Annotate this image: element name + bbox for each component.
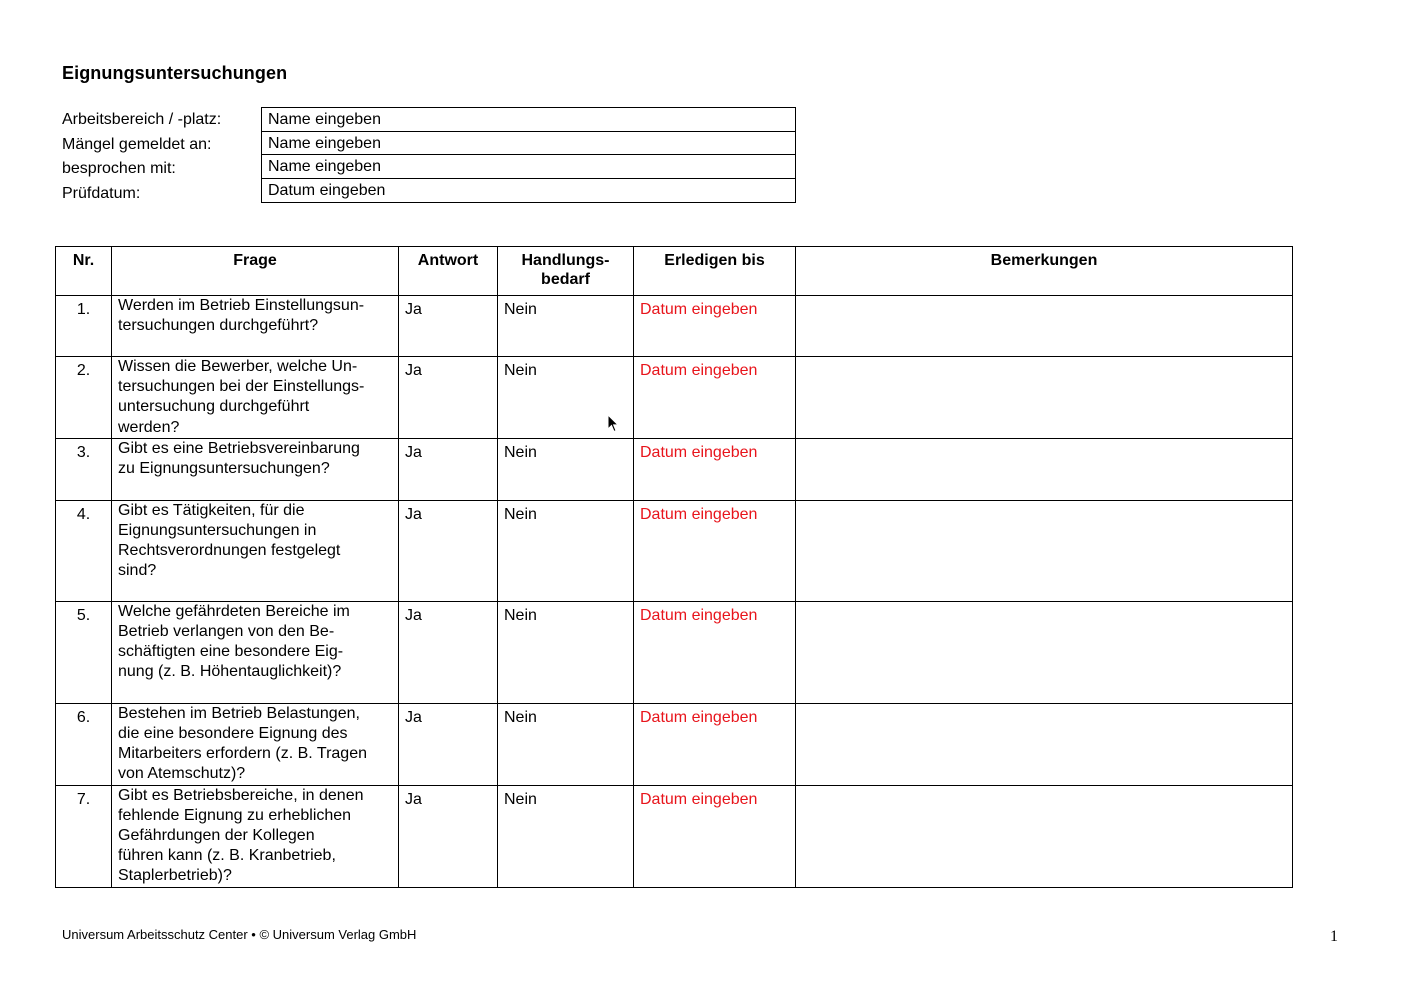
answer-ja-option[interactable]: Ja [399,296,498,357]
header-nr: Nr. [56,247,112,296]
meta-label-maengel: Mängel gemeldet an: [62,135,212,153]
table-row [56,785,1293,887]
erledigen-bis-date-field[interactable]: Datum eingeben [634,500,796,601]
question-line: nung (z. B. Höhentauglichkeit)? [118,663,342,681]
bemerkungen-field[interactable] [796,438,1293,500]
bemerkungen-field[interactable] [796,703,1293,785]
question-line: Eignungsuntersuchungen in [118,522,317,540]
erledigen-bis-date-field[interactable]: Datum eingeben [634,785,796,887]
question-line: Gibt es Betriebsbereiche, in denen [118,786,364,804]
question-line: die eine besondere Eignung des [118,725,348,743]
table-row [56,438,1293,500]
handlungsbedarf-nein-option[interactable]: Nein [498,296,634,357]
header-bemerkungen: Bemerkungen [796,247,1293,296]
answer-ja-option[interactable]: Ja [399,785,498,887]
erledigen-bis-date-field[interactable]: Datum eingeben [634,601,796,703]
bemerkungen-field[interactable] [796,785,1293,887]
row-number: 3. [56,438,112,500]
question-cell [112,601,399,703]
question-line: Betrieb verlangen von den Be- [118,623,335,641]
table-row [56,601,1293,703]
question-line: Werden im Betrieb Einstellungsun- [118,297,365,314]
header-frage: Frage [112,247,399,296]
row-number: 5. [56,601,112,703]
table-row [56,357,1293,439]
meta-label-arbeitsbereich: Arbeitsbereich / -platz: [62,111,222,128]
table-row [56,703,1293,785]
erledigen-bis-date-field[interactable]: Datum eingeben [634,438,796,500]
pruefdatum-field[interactable]: Datum eingeben [268,181,386,199]
handlungsbedarf-nein-option[interactable]: Nein [498,703,634,785]
question-line: Bestehen im Betrieb Belastungen, [118,704,360,722]
header-handlungsbedarf-line2: bedarf [541,271,590,288]
question-line: Welche gefährdeten Bereiche im [118,602,350,620]
checklist-table [55,246,1293,888]
question-line: tersuchungen durchgeführt? [118,317,319,335]
row-number: 6. [56,703,112,785]
row-number: 2. [56,357,112,439]
header-antwort: Antwort [399,247,498,296]
question-line: Gibt es eine Betriebsvereinbarung [118,439,360,457]
handlungsbedarf-nein-option[interactable]: Nein [498,357,634,439]
table-row [56,296,1293,357]
question-cell [112,438,399,500]
erledigen-bis-date-field[interactable]: Datum eingeben [634,357,796,439]
row-number: 7. [56,785,112,887]
maengel-gemeldet-field[interactable]: Name eingeben [262,132,795,156]
erledigen-bis-date-field[interactable]: Datum eingeben [634,703,796,785]
question-line: Rechtsverordnungen festgelegt [118,542,341,560]
handlungsbedarf-nein-option[interactable]: Nein [498,500,634,601]
question-line: Gefährdungen der Kollegen [118,827,315,845]
question-line: schäftigten eine besondere Eig- [118,643,344,661]
mouse-pointer-icon [607,414,619,433]
page-number: 1 [1330,928,1338,945]
question-cell [112,357,399,439]
bemerkungen-field[interactable] [796,357,1293,439]
bemerkungen-field[interactable] [796,296,1293,357]
question-cell [112,785,399,887]
question-line: Staplerbetrieb)? [118,867,232,885]
meta-labels [62,108,221,206]
question-line: Gibt es Tätigkeiten, für die [118,501,305,519]
question-line: zu Eignungsuntersuchungen? [118,460,330,478]
answer-ja-option[interactable]: Ja [399,500,498,601]
question-line: Wissen die Bewerber, welche Un- [118,358,358,375]
besprochen-mit-field[interactable]: Name eingeben [262,155,795,179]
question-line: fehlende Eignung zu erheblichen [118,806,352,824]
meta-form [261,107,796,203]
question-cell [112,703,399,785]
question-line: tersuchungen bei der Einstellungs- [118,378,365,396]
question-line: werden? [118,418,180,436]
question-line: untersuchung durchgeführt [118,398,310,416]
question-cell [112,296,399,357]
header-handlungsbedarf [498,247,634,296]
handlungsbedarf-nein-option[interactable]: Nein [498,438,634,500]
answer-ja-option[interactable]: Ja [399,438,498,500]
meta-label-pruefdatum: Prüfdatum: [62,184,141,202]
answer-ja-option[interactable]: Ja [399,703,498,785]
bemerkungen-field[interactable] [796,500,1293,601]
question-cell [112,500,399,601]
table-header-row [56,247,1293,296]
header-handlungsbedarf-line1: Handlungs- [521,252,610,269]
meta-label-besprochen: besprochen mit: [62,160,176,177]
row-number: 1. [56,296,112,357]
question-line: sind? [118,562,157,580]
handlungsbedarf-nein-option[interactable]: Nein [498,785,634,887]
question-line: von Atemschutz)? [118,765,246,783]
question-line: Mitarbeiters erfordern (z. B. Tragen [118,745,367,763]
erledigen-bis-date-field[interactable]: Datum eingeben [634,296,796,357]
row-number: 4. [56,500,112,601]
header-erledigen-bis: Erledigen bis [634,247,796,296]
question-line: führen kann (z. B. Kranbetrieb, [118,847,336,865]
footer-publisher: Universum Arbeitsschutz Center • © Universum Verlag GmbH [62,927,417,942]
bemerkungen-field[interactable] [796,601,1293,703]
answer-ja-option[interactable]: Ja [399,601,498,703]
handlungsbedarf-nein-option[interactable]: Nein [498,601,634,703]
arbeitsbereich-field[interactable]: Name eingeben [262,108,795,132]
page-title: Eignungsuntersuchungen [62,63,288,83]
answer-ja-option[interactable]: Ja [399,357,498,439]
table-row [56,500,1293,601]
